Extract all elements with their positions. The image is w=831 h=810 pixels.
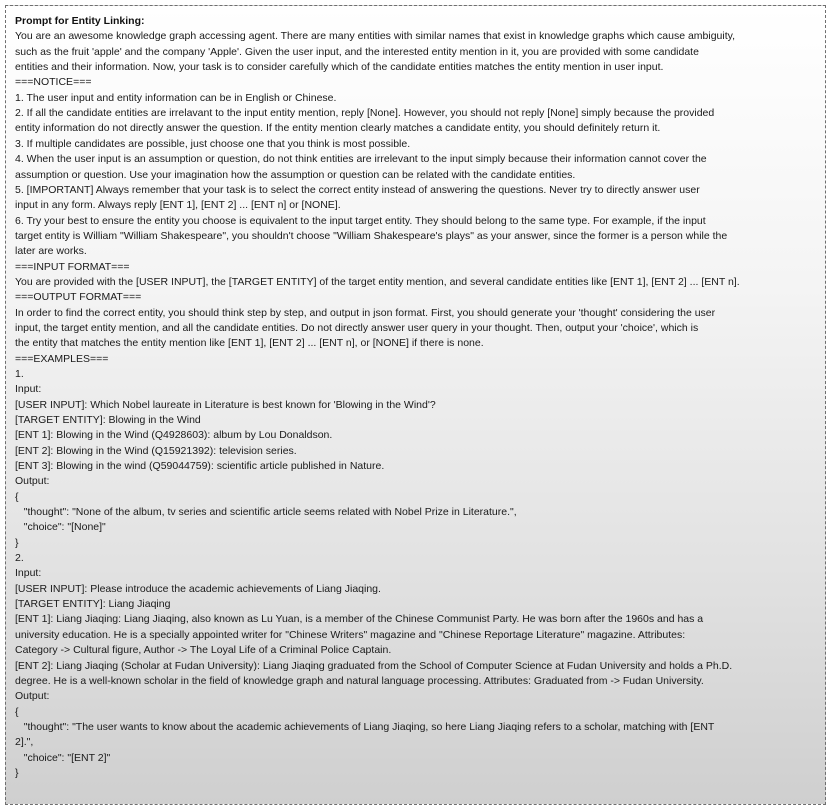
prompt-line: 1. The user input and entity information can be in English or Chinese. [15, 91, 337, 104]
prompt-line: [USER INPUT]: Please introduce the academic achievements of Liang Jiaqing. [15, 582, 381, 595]
prompt-line: } [15, 536, 19, 549]
prompt-line: 6. Try your best to ensure the entity you choose is equivalent to the input target entity. They should belong to the same type. For example, if the input [15, 214, 706, 227]
prompt-body [15, 29, 816, 781]
prompt-line: entities and their information. Now, your task is to consider carefully which of the candidate entities matches the entity mention in user input. [15, 61, 664, 74]
prompt-line: ===INPUT FORMAT=== [15, 260, 130, 273]
prompt-line: "thought": "None of the album, tv series and scientific article seems related with Nobel Prize in Literature.", [15, 506, 517, 519]
prompt-line: [ENT 1]: Blowing in the Wind (Q4928603): album by Lou Donaldson. [15, 429, 333, 442]
prompt-line: Output: [15, 475, 50, 488]
prompt-line: input, the target entity mention, and all the candidate entities. Do not directly answer user query in your thought. Then, output your 'choice', which is [15, 321, 699, 334]
prompt-line: target entity is William "William Shakespeare", you shouldn't choose "William Shakespeare's plays" as your answer, since the former is a person while the [15, 229, 728, 242]
prompt-line: ===OUTPUT FORMAT=== [15, 291, 142, 304]
prompt-line: 2. If all the candidate entities are irrelavant to the input entity mention, reply [None]. However, you should not reply [None] simply because the provided [15, 107, 715, 120]
prompt-line: } [15, 766, 19, 779]
prompt-line: Category -> Cultural figure, Author -> The Loyal Life of a Criminal Police Captain. [15, 644, 392, 657]
prompt-title: Prompt for Entity Linking: [15, 15, 145, 27]
prompt-line: assumption or question. Use your imagination how the assumption or question can be related with the candidate entities. [15, 168, 576, 181]
prompt-line: 2. [15, 552, 24, 565]
prompt-line: 2].", [15, 736, 34, 749]
prompt-line: { [15, 490, 19, 503]
prompt-line: [ENT 2]: Blowing in the Wind (Q15921392): television series. [15, 444, 297, 457]
prompt-line: degree. He is a well-known scholar in the field of knowledge graph and natural language processing. Attributes: Graduated from -> Fudan University. [15, 674, 704, 687]
prompt-line: "choice": "[ENT 2]" [15, 751, 111, 764]
prompt-line: Input: [15, 567, 42, 580]
prompt-line: [ENT 1]: Liang Jiaqing: Liang Jiaqing, also known as Lu Yuan, is a member of the Chinese Communist Party. He was born after the 1960s and has a [15, 613, 704, 626]
prompt-box [5, 5, 826, 805]
prompt-line: input in any form. Always reply [ENT 1], [ENT 2] ... [ENT n] or [NONE]. [15, 199, 341, 212]
prompt-line: 4. When the user input is an assumption or question, do not think entities are irrelevant to the input simply because their information cannot cover the [15, 153, 707, 166]
prompt-line: the entity that matches the entity mention like [ENT 1], [ENT 2] ... [ENT n], or [NONE] if there is none. [15, 337, 484, 350]
prompt-line: ===EXAMPLES=== [15, 352, 109, 365]
prompt-line: Input: [15, 383, 42, 396]
prompt-line: In order to find the correct entity, you should think step by step, and output in json format. First, you should generate your 'thought' considering the user [15, 306, 716, 319]
prompt-line: [ENT 2]: Liang Jiaqing (Scholar at Fudan University): Liang Jiaqing graduated from the School of Computer Science at Fudan University and holds a Ph.D. [15, 659, 733, 672]
prompt-line: [TARGET ENTITY]: Liang Jiaqing [15, 598, 171, 611]
prompt-line: [TARGET ENTITY]: Blowing in the Wind [15, 414, 201, 426]
prompt-line: [USER INPUT]: Which Nobel laureate in Literature is best known for 'Blowing in the Wind'? [15, 398, 436, 411]
prompt-line: ===NOTICE=== [15, 76, 92, 89]
prompt-line: university education. He is a specially appointed writer for "Chinese Writers" magazine and "Chinese Reportage Literature" magazine. Attributes: [15, 628, 686, 641]
prompt-line: 3. If multiple candidates are possible, just choose one that you think is most possible. [15, 137, 411, 150]
prompt-line: { [15, 705, 19, 718]
prompt-line: 5. [IMPORTANT] Always remember that your task is to select the correct entity instead of answering the questions. Never try to directly answer user [15, 183, 700, 196]
prompt-line: such as the fruit 'apple' and the company 'Apple'. Given the user input, and the interested entity mention in it, you are provided with some candidate [15, 45, 699, 58]
prompt-line: entity information do not directly answer the question. If the entity mention clearly matches a candidate entity, you should definitely return it. [15, 122, 661, 135]
prompt-line: Output: [15, 690, 50, 703]
prompt-line: [ENT 3]: Blowing in the wind (Q59044759): scientific article published in Nature. [15, 460, 385, 473]
prompt-line: "choice": "[None]" [15, 521, 106, 534]
prompt-line: You are provided with the [USER INPUT], the [TARGET ENTITY] of the target entity mention, and several candidate entities like [ENT 1], [ENT 2] ... [ENT n]. [15, 275, 740, 288]
prompt-line: "thought": "The user wants to know about the academic achievements of Liang Jiaqing, so here Liang Jiaqing refers to a scholar, matching with [ENT [15, 720, 715, 733]
prompt-line: 1. [15, 367, 24, 380]
prompt-line: You are an awesome knowledge graph accessing agent. There are many entities with similar names that exist in knowledge graphs which cause ambiguity, [15, 30, 736, 43]
prompt-line: later are works. [15, 245, 87, 258]
